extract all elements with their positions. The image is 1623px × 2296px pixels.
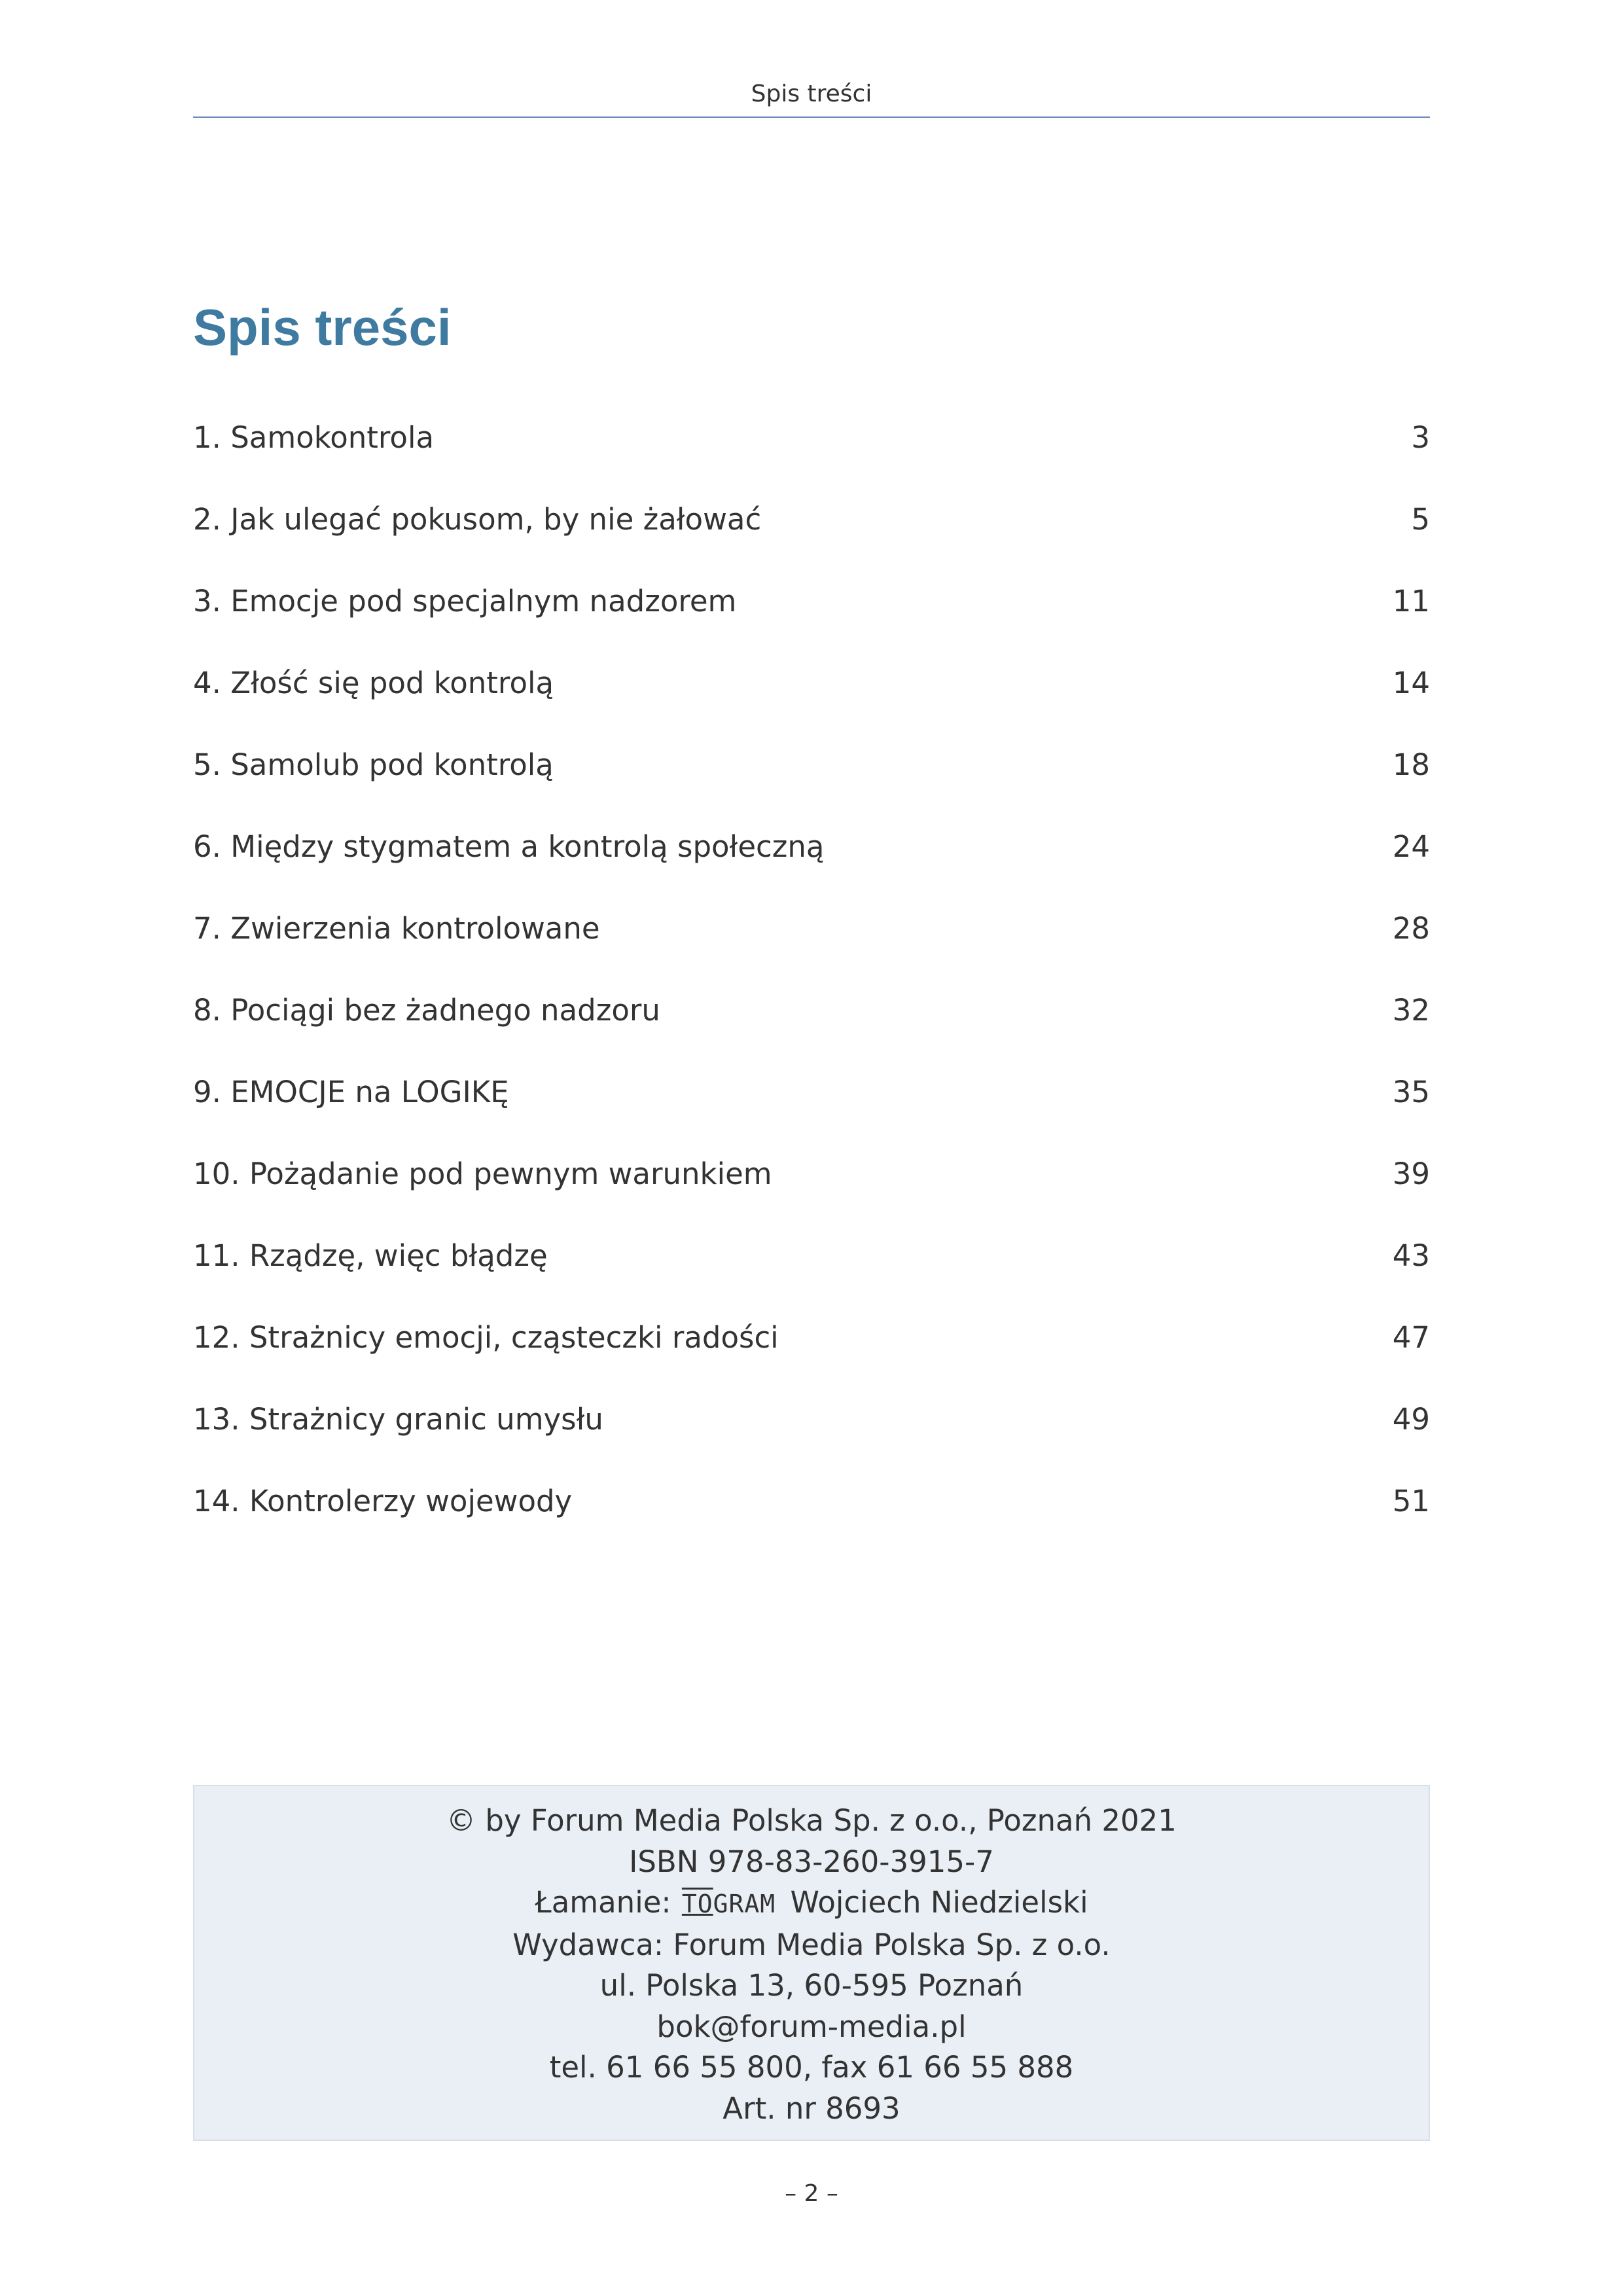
toc-list	[193, 397, 1430, 1542]
toc-entry-12[interactable]	[193, 1297, 1430, 1378]
toc-entry-13[interactable]	[193, 1378, 1430, 1460]
tograf-logo	[682, 1890, 776, 1918]
toc-entry-page: 3	[1411, 420, 1430, 455]
toc-entry-label: 10. Pożądanie pod pewnym warunkiem	[193, 1156, 772, 1191]
imprint-typesetting	[194, 1882, 1429, 1925]
toc-entry-label: 12. Strażnicy emocji, cząsteczki radości	[193, 1319, 779, 1355]
tograf-logo-suffix: GRAM	[713, 1890, 776, 1918]
toc-entry-page: 28	[1392, 910, 1430, 946]
toc-entry-9[interactable]	[193, 1051, 1430, 1133]
toc-title: Spis treści	[193, 298, 452, 356]
toc-entry-page: 24	[1392, 829, 1430, 864]
toc-entry-10[interactable]	[193, 1133, 1430, 1215]
toc-entry-label: 8. Pociągi bez żadnego nadzoru	[193, 992, 660, 1028]
toc-entry-11[interactable]	[193, 1215, 1430, 1297]
toc-entry-5[interactable]	[193, 724, 1430, 806]
toc-entry-label: 1. Samokontrola	[193, 420, 435, 455]
toc-entry-label: 9. EMOCJE na LOGIKĘ	[193, 1074, 509, 1109]
toc-entry-label: 7. Zwierzenia kontrolowane	[193, 910, 600, 946]
toc-entry-page: 35	[1392, 1074, 1430, 1109]
toc-entry-14[interactable]	[193, 1460, 1430, 1542]
toc-entry-3[interactable]	[193, 560, 1430, 642]
toc-entry-page: 49	[1392, 1401, 1430, 1437]
toc-entry-page: 5	[1411, 501, 1430, 537]
toc-entry-label: 11. Rządzę, więc błądzę	[193, 1238, 548, 1273]
toc-entry-label: 3. Emocje pod specjalnym nadzorem	[193, 583, 737, 619]
toc-entry-4[interactable]	[193, 642, 1430, 724]
imprint-publisher: Wydawca: Forum Media Polska Sp. z o.o.	[512, 1927, 1111, 1962]
toc-entry-page: 39	[1392, 1156, 1430, 1191]
toc-entry-label: 14. Kontrolerzy wojewody	[193, 1483, 573, 1518]
imprint-address: ul. Polska 13, 60-595 Poznań	[599, 1968, 1024, 2003]
toc-entry-7[interactable]	[193, 888, 1430, 969]
toc-entry-2[interactable]	[193, 478, 1430, 560]
toc-entry-1[interactable]	[193, 397, 1430, 478]
toc-entry-label: 2. Jak ulegać pokusom, by nie żałować	[193, 501, 762, 537]
tograf-logo-prefix: TO	[681, 1890, 713, 1918]
running-header-title: Spis treści	[751, 81, 872, 107]
toc-entry-page: 32	[1392, 992, 1430, 1028]
toc-entry-page: 14	[1392, 665, 1430, 700]
toc-entry-page: 18	[1392, 747, 1430, 782]
typesetting-label: Łamanie:	[535, 1885, 671, 1920]
toc-entry-page: 11	[1392, 583, 1430, 619]
toc-entry-label: 13. Strażnicy granic umysłu	[193, 1401, 603, 1437]
page-number: – 2 –	[785, 2180, 838, 2207]
imprint-copyright: © by Forum Media Polska Sp. z o.o., Poznań 2021	[446, 1803, 1177, 1838]
imprint-isbn: ISBN 978-83-260-3915-7	[629, 1844, 994, 1879]
running-header	[193, 77, 1430, 118]
imprint-phone: tel. 61 66 55 800, fax 61 66 55 888	[549, 2050, 1074, 2085]
toc-entry-page: 51	[1392, 1483, 1430, 1518]
imprint-box	[193, 1785, 1430, 2141]
toc-entry-page: 43	[1392, 1238, 1430, 1273]
toc-entry-8[interactable]	[193, 969, 1430, 1051]
toc-entry-page: 47	[1392, 1319, 1430, 1355]
toc-entry-label: 5. Samolub pod kontrolą	[193, 747, 554, 782]
toc-entry-label: 6. Między stygmatem a kontrolą społeczną	[193, 829, 825, 864]
imprint-article-number: Art. nr 8693	[722, 2090, 901, 2126]
imprint-email[interactable]: bok@forum-media.pl	[656, 2009, 967, 2044]
toc-entry-label: 4. Złość się pod kontrolą	[193, 665, 554, 700]
typesetting-name: Wojciech Niedzielski	[790, 1885, 1088, 1920]
toc-entry-6[interactable]	[193, 806, 1430, 888]
